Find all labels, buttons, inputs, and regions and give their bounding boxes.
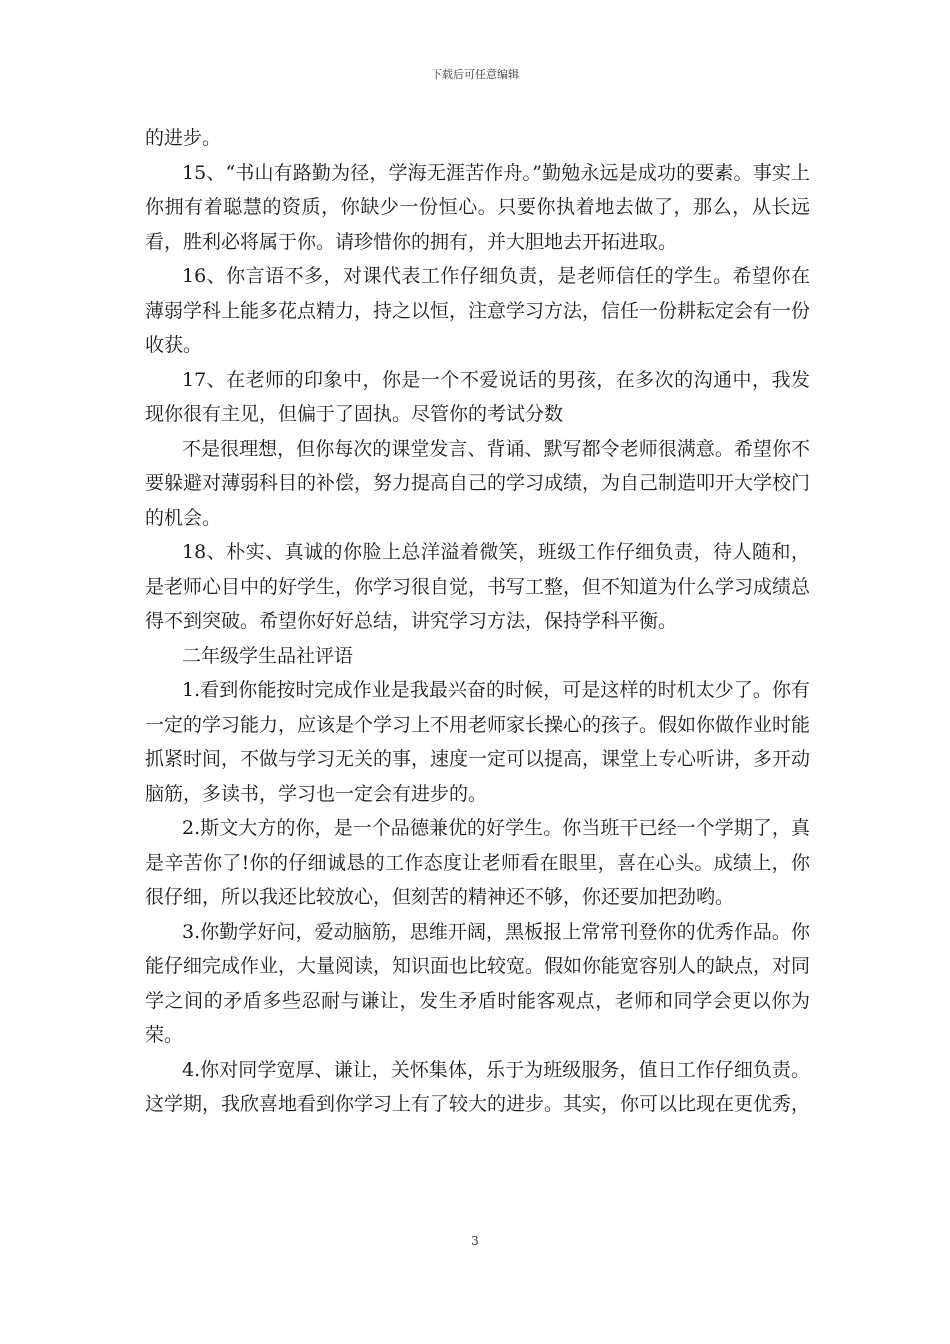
page-header: 下载后可任意编辑 xyxy=(431,68,519,81)
paragraph: 2.斯文大方的你，是一个品德兼优的好学生。你当班干已经一个学期了，真是辛苦你了!你的仔细诚恳的工作态度让老师看在眼里，喜在心头。成绩上，你很仔细，所以我还比较放心，但刻苦的精神还不够，你还要加把劲哟。 xyxy=(145,817,810,908)
section-heading: 二年级学生品社评语 xyxy=(182,644,354,667)
paragraph: 的进步。 xyxy=(145,127,222,149)
page-number: 3 xyxy=(471,1234,479,1248)
paragraph: 16、你言语不多，对课代表工作仔细负责，是老师信任的学生。希望你在薄弱学科上能多花点精力，持之以恒，注意学习方法，信任一份耕耘定会有一份收获。 xyxy=(145,265,811,356)
document-body xyxy=(145,121,810,1122)
paragraph: 1.看到你能按时完成作业是我最兴奋的时候，可是这样的时机太少了。你有一定的学习能力，应该是个学习上不用老师家长操心的孩子。假如你做作业时能抓紧时间，不做与学习无关的事，速度一定可以提高，课堂上专心听讲，多开动脑筋，多读书，学习也一定会有进步的。 xyxy=(145,679,811,805)
paragraph: 不是很理想，但你每次的课堂发言、背诵、默写都令老师很满意。希望你不要躲避对薄弱科目的补偿，努力提高自己的学习成绩，为自己制造叩开大学校门的机会。 xyxy=(145,437,811,529)
paragraph: 18、朴实、真诚的你脸上总洋溢着微笑，班级工作仔细负责，待人随和，是老师心目中的好学生，你学习很自觉，书写工整，但不知道为什么学习成绩总得不到突破。希望你好好总结，讲究学习方法，保持学科平衡。 xyxy=(145,541,811,632)
paragraph: 17、在老师的印象中，你是一个不爱说话的男孩，在多次的沟通中，我发现你很有主见，但偏于了固执。尽管你的考试分数 xyxy=(145,368,810,425)
paragraph: 4.你对同学宽厚、谦让，关怀集体，乐于为班级服务，值日工作仔细负责。这学期，我欣喜地看到你学习上有了较大的进步。其实，你可以比现在更优秀， xyxy=(145,1058,811,1115)
paragraph: 15、“书山有路勤为径，学海无涯苦作舟。”勤勉永远是成功的要素。事实上你拥有着聪慧的资质，你缺少一份恒心。只要你执着地去做了，那么，从长远看，胜利必将属于你。请珍惜你的拥有，并大胆地去开拓进取。 xyxy=(145,161,810,253)
paragraph: 3.你勤学好问，爱动脑筋，思维开阔，黑板报上常常刊登你的优秀作品。你能仔细完成作业，大量阅读，知识面也比较宽。假如你能宽容别人的缺点，对同学之间的矛盾多些忍耐与谦让，发生矛盾时能客观点，老师和同学会更以你为荣。 xyxy=(145,920,811,1046)
